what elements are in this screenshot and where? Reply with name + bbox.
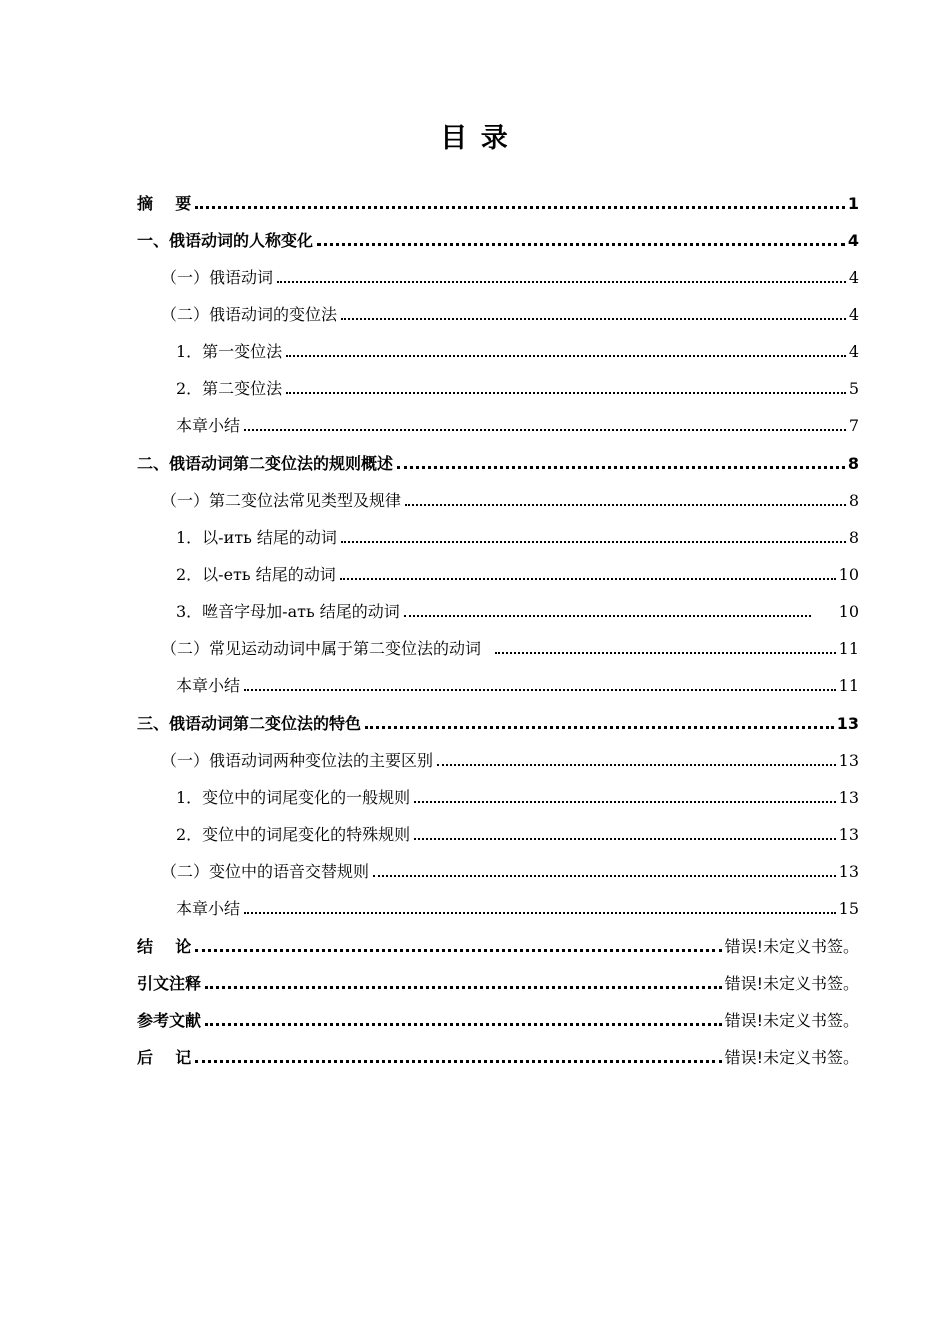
toc-entry-section[interactable] <box>161 258 859 288</box>
toc-entry-label: 1．以-ить 结尾的动词 <box>176 528 337 547</box>
toc-leader <box>244 689 836 691</box>
toc-leader <box>404 615 811 617</box>
toc-entry-subsection[interactable] <box>176 518 859 548</box>
toc-leader <box>195 206 845 209</box>
toc-entry-label: 2．变位中的词尾变化的特殊规则 <box>176 825 411 844</box>
toc-entry-label: 本章小结 <box>176 899 241 918</box>
toc-entry-subsection[interactable] <box>176 369 859 399</box>
toc-entry-label: 1．变位中的词尾变化的一般规则 <box>176 788 411 807</box>
toc-page-number: 10 <box>838 602 859 621</box>
toc-entry-label: 本章小结 <box>176 416 241 435</box>
toc-leader <box>195 1060 721 1063</box>
toc-leader <box>317 243 845 246</box>
toc-page-number: 8 <box>848 491 859 510</box>
toc-page-number: 5 <box>848 379 859 398</box>
toc-leader <box>244 429 846 431</box>
toc-entry-label: 一、俄语动词的人称变化 <box>137 231 314 250</box>
toc-leader <box>341 318 846 320</box>
toc-entry-label: （一）俄语动词 <box>161 268 274 287</box>
toc-page-number: 8 <box>848 528 859 547</box>
toc-page-number: 15 <box>838 899 859 918</box>
toc-entry-subsection[interactable] <box>176 778 859 808</box>
toc-entry-postscript[interactable] <box>137 1038 859 1068</box>
toc-page-number: 1 <box>847 194 859 213</box>
toc-page-number: 13 <box>838 862 859 881</box>
toc-page-number: 13 <box>838 825 859 844</box>
toc-page-error: 错误!未定义书签。 <box>724 937 859 956</box>
toc-page-number: 4 <box>847 231 859 250</box>
toc-leader <box>286 355 846 357</box>
page-title: 目 录 <box>440 123 510 154</box>
toc-entry-label: （一）俄语动词两种变位法的主要区别 <box>161 751 434 770</box>
toc-page-number: 11 <box>838 676 859 695</box>
toc-page-number: 4 <box>848 342 859 361</box>
toc-leader <box>277 281 846 283</box>
toc-entry-section[interactable] <box>161 741 859 771</box>
toc-leader <box>341 541 846 543</box>
toc-entry-subsection[interactable] <box>176 332 859 362</box>
toc-entry-citation-notes[interactable] <box>137 964 859 994</box>
toc-entry-section[interactable] <box>161 629 859 659</box>
toc-entry-section[interactable] <box>161 481 859 511</box>
toc-entry-summary[interactable] <box>176 666 859 696</box>
toc-entry-chapter-3[interactable] <box>137 704 859 734</box>
toc-entry-abstract[interactable] <box>137 184 859 214</box>
toc-entry-references[interactable] <box>137 1001 859 1031</box>
toc-entry-label: （二）俄语动词的变位法 <box>161 305 338 324</box>
toc-leader <box>405 504 846 506</box>
toc-leader <box>437 764 836 766</box>
toc-page-number: 4 <box>848 305 859 324</box>
toc-page-error: 错误!未定义书签。 <box>724 1011 859 1030</box>
toc-page-number: 10 <box>838 565 859 584</box>
toc-entry-summary[interactable] <box>176 889 859 919</box>
toc-leader <box>397 466 845 469</box>
toc-entry-label: 2．第二变位法 <box>176 379 283 398</box>
toc-page-number: 13 <box>838 751 859 770</box>
toc-entry-chapter-2[interactable] <box>137 444 859 474</box>
toc-entry-label: 本章小结 <box>176 676 241 695</box>
toc-page-number: 7 <box>848 416 859 435</box>
toc-leader <box>286 392 846 394</box>
toc-entry-label: 三、俄语动词第二变位法的特色 <box>137 714 362 733</box>
toc-entry-label: 摘 要 <box>137 194 192 213</box>
toc-entry-subsection[interactable] <box>176 592 859 622</box>
toc-entry-label: 二、俄语动词第二变位法的规则概述 <box>137 454 394 473</box>
toc-entry-label: 参考文献 <box>137 1011 202 1030</box>
toc-page-number: 8 <box>847 454 859 473</box>
toc-entry-summary[interactable] <box>176 406 859 436</box>
toc-entry-label: （二）常见运动动词中属于第二变位法的动词 <box>161 639 482 658</box>
toc-entry-section[interactable] <box>161 852 859 882</box>
toc-entry-label: 1．第一变位法 <box>176 342 283 361</box>
toc-entry-conclusion[interactable] <box>137 927 859 957</box>
toc-entry-label: 结 论 <box>137 937 192 956</box>
toc-leader <box>205 986 722 989</box>
toc-leader <box>205 1023 722 1026</box>
toc-entry-label: 后 记 <box>137 1048 192 1067</box>
toc-page-error: 错误!未定义书签。 <box>724 1048 859 1067</box>
toc-leader <box>244 912 836 914</box>
toc-entry-subsection[interactable] <box>176 555 859 585</box>
toc-leader <box>495 652 836 654</box>
toc-leader <box>373 875 836 877</box>
toc-entry-section[interactable] <box>161 295 859 325</box>
toc-entry-label: （二）变位中的语音交替规则 <box>161 862 370 881</box>
toc-page-number: 13 <box>838 788 859 807</box>
toc-entry-label: 引文注释 <box>137 974 202 993</box>
toc-page-number: 13 <box>836 714 859 733</box>
toc-entry-subsection[interactable] <box>176 815 859 845</box>
toc-page-error: 错误!未定义书签。 <box>724 974 859 993</box>
toc-leader <box>195 949 721 952</box>
toc-page-number: 11 <box>838 639 859 658</box>
toc-entry-chapter-1[interactable] <box>137 221 859 251</box>
toc-leader <box>414 801 835 803</box>
toc-entry-label: （一）第二变位法常见类型及规律 <box>161 491 402 510</box>
toc-entry-label: 2．以-еть 结尾的动词 <box>176 565 336 584</box>
toc-leader <box>414 838 835 840</box>
toc-entry-label: 3．咝音字母加-ать 结尾的动词 <box>176 602 400 621</box>
toc-leader <box>340 578 836 580</box>
toc-leader <box>365 726 834 729</box>
toc-page-number: 4 <box>848 268 859 287</box>
